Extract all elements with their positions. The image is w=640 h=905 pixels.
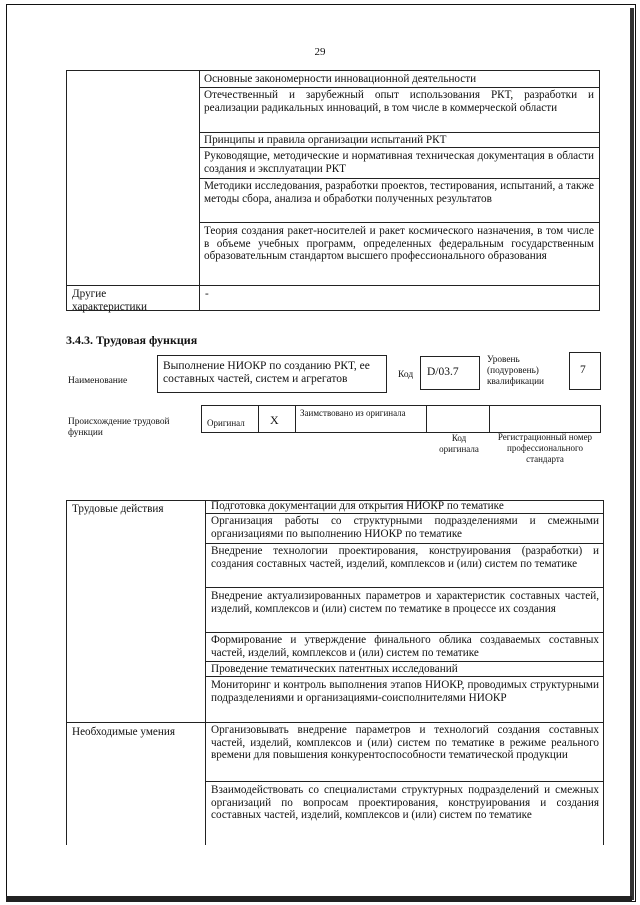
row-sep: [205, 632, 604, 633]
labor-actions-label: Трудовые действия: [72, 503, 164, 515]
page-frame-edge: [630, 8, 634, 900]
function-code: D/03.7: [427, 366, 459, 378]
row-sep: [199, 178, 600, 179]
required-skills-label: Необходимые умения: [72, 726, 175, 738]
row-sep: [205, 676, 604, 677]
labor-action-item: Внедрение технологии проектирования, конструирования (разработки) и создания составных частей, изделий, комплексов и (или) систем по тематике: [211, 545, 599, 570]
other-characteristics-label: Другие характеристики: [72, 288, 147, 313]
row-sep: [199, 87, 600, 88]
function-table-divider: [205, 500, 206, 845]
row-sep: [66, 285, 600, 286]
knowledge-item: Основные закономерности инновационной деятельности: [204, 73, 477, 85]
original-label: Оригинал: [207, 418, 245, 428]
skill-item: Организовывать внедрение параметров и технологий создания составных частей, изделий, комплексов и (или) систем по тематике в режиме реального времени для повышения конкурентоспособности тематической продукции: [211, 724, 599, 761]
row-sep: [205, 781, 604, 782]
function-name: Выполнение НИОКР по созданию РКТ, ее составных частей, систем и агрегатов: [163, 360, 370, 385]
row-sep: [66, 722, 604, 723]
labor-action-item: Подготовка документации для открытия НИОКР по тематике: [211, 500, 504, 512]
row-sep: [205, 587, 604, 588]
origin-sep: [489, 405, 490, 433]
labor-action-item: Формирование и утверждение финального облика создаваемых составных частей, изделий, комплексов и (или) систем по тематике: [211, 634, 599, 659]
row-sep: [205, 543, 604, 544]
level-label: Уровень (подуровень) квалификации: [487, 355, 545, 387]
name-label: Наименование: [68, 376, 128, 386]
origin-sep: [295, 405, 296, 433]
knowledge-item: Отечественный и зарубежный опыт использования РКТ, разработки и реализации радикальных инноваций, в том числе в коммерческой области: [204, 89, 594, 114]
code-label: Код: [398, 370, 414, 380]
page-frame-bottom: [6, 896, 632, 902]
row-sep: [199, 222, 600, 223]
labor-action-item: Мониторинг и контроль выполнения этапов НИОКР, проводимых структурными подразделениями и организациями-соисполнителями НИОКР: [211, 679, 599, 704]
skill-item: Взаимодействовать со специалистами структурных подразделений и смежных организаций по вопросам проектирования, конструирования и создания составных частей, изделий, комплексов и (или) систем по тематике: [211, 784, 599, 821]
knowledge-table-divider: [199, 70, 200, 311]
origin-sep: [426, 405, 427, 433]
knowledge-item: Теория создания ракет-носителей и ракет космического назначения, в том числе в объеме учебных программ, определенных федеральным государственным образовательным стандартом высшего профессионального образования: [204, 225, 594, 262]
origin-label: Происхождение трудовой функции: [68, 417, 170, 438]
labor-action-item: Внедрение актуализированных параметров и характеристик составных частей, изделий, комплексов и (или) систем по тематике в процессе их создания: [211, 590, 599, 615]
borrowed-label: Заимствовано из оригинала: [300, 408, 406, 418]
labor-action-item: Организация работы со структурными подразделениями и смежными организациями по выполнению НИОКР по тематике: [211, 515, 599, 540]
origin-sep: [258, 405, 259, 433]
row-sep: [199, 147, 600, 148]
row-sep: [205, 661, 604, 662]
level-value: 7: [580, 364, 586, 376]
labor-action-item: Проведение тематических патентных исследований: [211, 663, 458, 675]
original-mark: X: [270, 413, 279, 427]
row-sep: [205, 513, 604, 514]
knowledge-item: Руководящие, методические и нормативная техническая документация в области создания и эксплуатации РКТ: [204, 150, 594, 175]
row-sep: [199, 132, 600, 133]
other-characteristics-value: -: [205, 288, 209, 300]
knowledge-item: Методики исследования, разработки проектов, тестирования, испытаний, а также методы сбора, анализа и обработки полученных результатов: [204, 180, 594, 205]
knowledge-item: Принципы и правила организации испытаний РКТ: [204, 134, 447, 146]
page-number: 29: [314, 46, 326, 58]
reg-number-caption: Регистрационный номер профессионального стандарта: [497, 432, 593, 464]
code-original-caption: Код оригинала: [439, 433, 479, 454]
section-heading: 3.4.3. Трудовая функция: [66, 333, 198, 347]
